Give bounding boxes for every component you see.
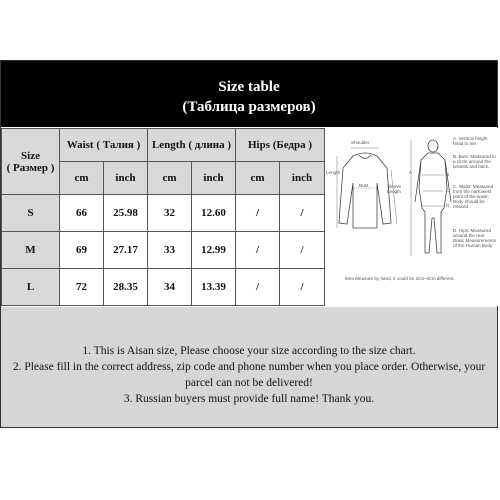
table-cell: 34	[148, 269, 192, 306]
size-table	[1, 128, 325, 306]
size-cell: S	[2, 195, 60, 232]
table-cell: 12.60	[192, 195, 236, 232]
table-cell: 66	[60, 195, 104, 232]
hips-header: Hips (Бедра )	[236, 129, 325, 162]
table-cell: 13.39	[192, 269, 236, 306]
table-cell: /	[236, 269, 280, 306]
size-cell: L	[2, 269, 60, 306]
note-d: D. Hips: Measured around the rear. Basic Measurements of the Human Body	[453, 228, 496, 249]
table-cell: 72	[60, 269, 104, 306]
note-line-2: 2. Please fill in the correct address, zip code and phone number when you place order. Otherwise, your	[12, 361, 486, 373]
title-russian: (Таблица размеров)	[182, 99, 316, 115]
bust-label: Bust	[359, 183, 369, 188]
unit-cm: cm	[60, 162, 104, 195]
length-label: Length	[326, 170, 341, 175]
table-row	[2, 232, 325, 269]
note-c: C. Waist: Measured from the narrowest point of the waist. Body should be relaxed.	[453, 184, 494, 210]
notes-panel	[1, 307, 497, 427]
unit-inch: inch	[104, 162, 148, 195]
garment-outline	[339, 153, 391, 228]
title-english: Size table	[218, 79, 280, 95]
table-cell: /	[236, 195, 280, 232]
table-cell: 69	[60, 232, 104, 269]
measurement-diagram	[324, 128, 498, 306]
table-cell: /	[236, 232, 280, 269]
size-header: Size ( Размер )	[2, 129, 60, 195]
unit-cm: cm	[148, 162, 192, 195]
length-header: Length ( длина )	[148, 129, 236, 162]
letter-b: B	[446, 172, 450, 177]
letter-a: A	[409, 170, 413, 175]
letter-c: C	[446, 188, 450, 193]
note-line-4: 3. Russian buyers must provide full name! Thank you.	[123, 393, 375, 405]
measure-note: Item Measure by hand, it could be 2cm~3cm different.	[345, 276, 455, 281]
table-cell: 32	[148, 195, 192, 232]
table-cell: 27.17	[104, 232, 148, 269]
waist-header: Waist ( Талия )	[60, 129, 148, 162]
table-cell: 33	[148, 232, 192, 269]
note-line-3: parcel can not be delivered!	[185, 377, 313, 389]
table-cell: 28.35	[104, 269, 148, 306]
table-cell: 25.98	[104, 195, 148, 232]
note-b: B. Bust: Measured in a circle around the breasts and back.	[453, 154, 496, 170]
note-line-1: 1. This is Aisan size, Please choose your size according to the size chart.	[82, 345, 416, 357]
body-figure	[415, 140, 451, 253]
unit-inch: inch	[192, 162, 236, 195]
unit-inch: inch	[280, 162, 325, 195]
table-cell: 12.99	[192, 232, 236, 269]
table-cell: /	[280, 195, 325, 232]
unit-cm: cm	[236, 162, 280, 195]
table-cell: /	[280, 269, 325, 306]
table-row	[2, 195, 325, 232]
shoulder-label: Shoulder	[351, 140, 370, 145]
size-cell: M	[2, 232, 60, 269]
sleeve-label: Sleeve Length	[387, 184, 402, 195]
header-banner	[1, 61, 497, 127]
letter-d: D	[446, 203, 450, 208]
note-a: A. Vertical height head to toe.	[453, 136, 488, 147]
table-cell: /	[280, 232, 325, 269]
table-row	[2, 269, 325, 306]
